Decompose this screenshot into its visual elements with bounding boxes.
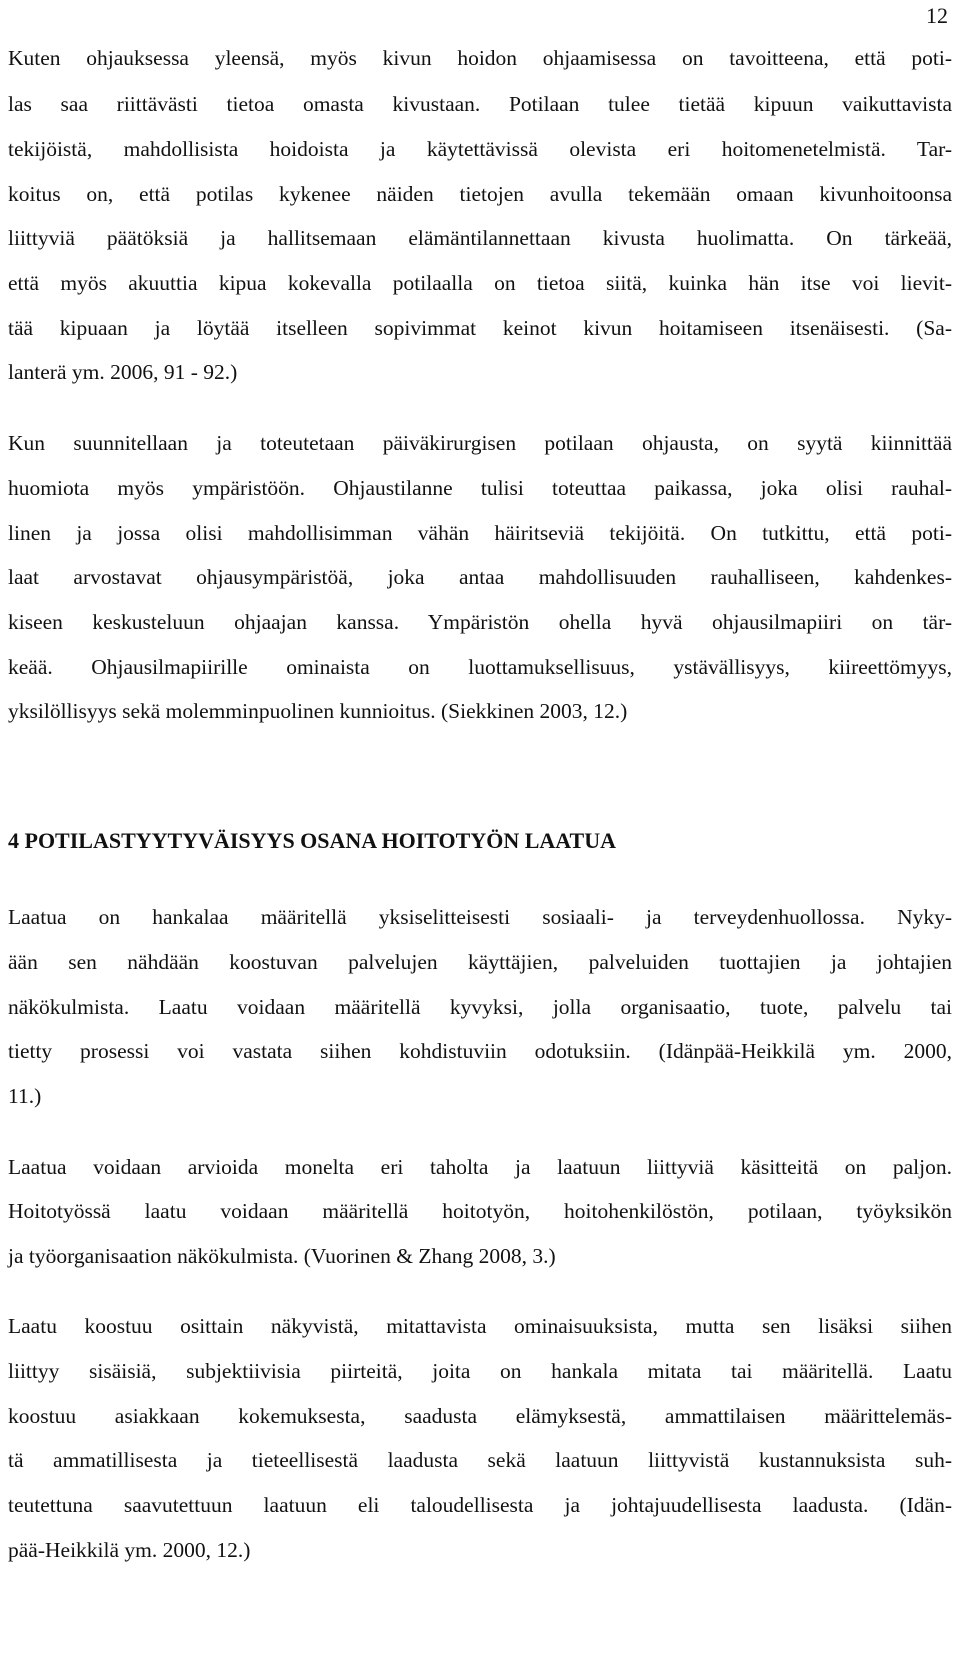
text-line: pää-Heikkilä ym. 2000, 12.) <box>8 1538 251 1562</box>
text-line: koitus on, että potilas kykenee näiden tietojen avulla tekemään omaan kivunhoitoonsa <box>8 182 952 206</box>
text-line: koostuu asiakkaan kokemuksesta, saadusta elämyksestä, ammattilaisen määrittelemäs- <box>8 1404 952 1428</box>
text-line: yksilöllisyys sekä molemminpuolinen kunnioitus. (Siekkinen 2003, 12.) <box>8 699 628 723</box>
text-line: ja työorganisaation näkökulmista. (Vuorinen & Zhang 2008, 3.) <box>8 1244 556 1268</box>
text-line: teutettuna saavutettuun laatuun eli taloudellisesta ja johtajuudellisesta laadusta. (Idän- <box>8 1493 952 1517</box>
section-heading: 4 POTILASTYYTYVÄISYYS OSANA HOITOTYÖN LAATUA <box>8 828 616 853</box>
text-line: linen ja jossa olisi mahdollisimman vähän häiritseviä tekijöitä. On tutkittu, että poti- <box>8 521 952 545</box>
text-line: Kun suunnitellaan ja toteutetaan päiväkirurgisen potilaan ohjausta, on syytä kiinnittää <box>8 431 952 455</box>
text-line: näkökulmista. Laatu voidaan määritellä kyvyksi, jolla organisaatio, tuote, palvelu tai <box>8 995 952 1019</box>
text-line: Kuten ohjauksessa yleensä, myös kivun hoidon ohjaamisessa on tavoitteena, että poti- <box>8 46 952 70</box>
text-line: tää kipuaan ja löytää itselleen sopivimmat keinot kivun hoitamiseen itsenäisesti. (Sa- <box>8 316 952 340</box>
text-line: että myös akuuttia kipua kokevalla potilaalla on tietoa siitä, kuinka hän itse voi lievit- <box>8 271 952 295</box>
text-line: Laatu koostuu osittain näkyvistä, mitattavista ominaisuuksista, mutta sen lisäksi siihen <box>8 1314 952 1338</box>
text-line: huomiota myös ympäristöön. Ohjaustilanne tulisi toteuttaa paikassa, joka olisi rauhal- <box>8 476 952 500</box>
text-line: laat arvostavat ohjausympäristöä, joka antaa mahdollisuuden rauhalliseen, kahdenkes- <box>8 565 952 589</box>
text-line: 11.) <box>8 1084 42 1108</box>
page-number: 12 <box>926 3 948 28</box>
text-line: lanterä ym. 2006, 91 - 92.) <box>8 360 238 384</box>
text-line: Hoitotyössä laatu voidaan määritellä hoitotyön, hoitohenkilöstön, potilaan, työyksikön <box>8 1199 952 1223</box>
text-line: kiseen keskusteluun ohjaajan kanssa. Ympäristön ohella hyvä ohjausilmapiiri on tär- <box>8 610 952 634</box>
text-line: las saa riittävästi tietoa omasta kivustaan. Potilaan tulee tietää kipuun vaikuttavista <box>8 92 952 116</box>
text-line: keää. Ohjausilmapiirille ominaista on luottamuksellisuus, ystävällisyys, kiireettömyys, <box>8 655 952 679</box>
text-line: liittyy sisäisiä, subjektiivisia piirteitä, joita on hankala mitata tai määritellä. Laatu <box>8 1359 952 1383</box>
text-line: tekijöistä, mahdollisista hoidoista ja käytettävissä olevista eri hoitomenetelmistä. Tar- <box>8 137 952 161</box>
text-line: tä ammatillisesta ja tieteellisestä laadusta sekä laatuun liittyvistä kustannuksista suh- <box>8 1448 952 1472</box>
text-line: Laatua on hankalaa määritellä yksiselitteisesti sosiaali- ja terveydenhuollossa. Nyky- <box>8 905 952 929</box>
text-line: tietty prosessi voi vastata siihen kohdistuviin odotuksiin. (Idänpää-Heikkilä ym. 2000, <box>8 1039 952 1063</box>
text-line: ään sen nähdään koostuvan palvelujen käyttäjien, palveluiden tuottajien ja johtajien <box>8 950 952 974</box>
text-line: liittyviä päätöksiä ja hallitsemaan elämäntilannettaan kivusta huolimatta. On tärkeää, <box>8 226 952 250</box>
text-line: Laatua voidaan arvioida monelta eri taholta ja laatuun liittyviä käsitteitä on paljon. <box>8 1155 952 1179</box>
